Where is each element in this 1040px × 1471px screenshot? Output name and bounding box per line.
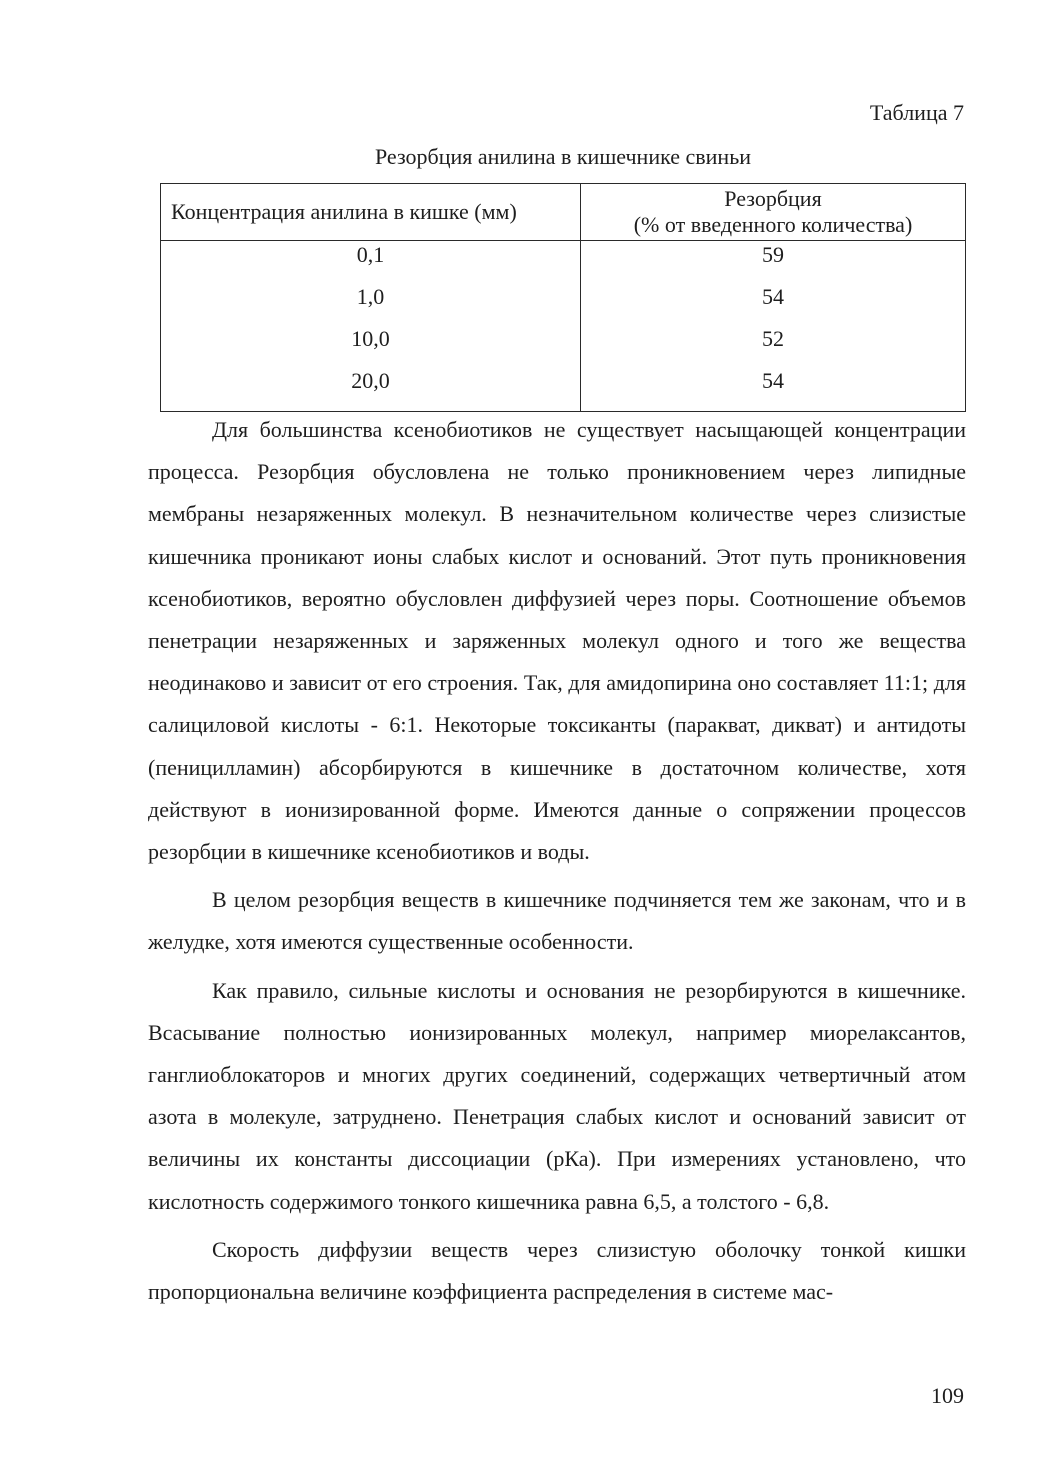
paragraph: Как правило, сильные кислоты и основания не резорбируются в кишечнике. Всасывание полностью ионизированных молекул, например миорелаксантов, ганглиоблокаторов и многих других соединений, содержащих четвертичный атом азота в молекуле, затруднено. Пенетрация слабых кислот и оснований зависит от величины их константы диссоциации (рКа). При измерениях установлено, что кислотность содержимого тонкого кишечника равна 6,5, а толстого - 6,8.	[148, 977, 966, 1214]
cell-resorption: 54	[581, 283, 966, 325]
table-row	[161, 325, 966, 367]
cell-resorption: 52	[581, 325, 966, 367]
cell-concentration: 0,1	[161, 241, 581, 284]
cell-resorption: 59	[581, 241, 966, 284]
paragraph: Для большинства ксенобиотиков не существует насыщающей концентрации процесса. Резорбция обусловлена не только проникновением через липидные мембраны незаряженных молекул. В незначительном количестве через слизистые кишечника проникают ионы слабых кислот и оснований. Этот путь проникновения ксенобиотиков, вероятно обусловлен диффузией через поры. Соотношение объемов пенетрации незаряженных и заряженных молекул одного и того же вещества неодинаково и зависит от его строения. Так, для амидопирина оно составляет 11:1; для салициловой кислоты - 6:1. Некоторые токсиканты (паракват, дикват) и антидоты (пеницилламин) абсорбируются в кишечнике в достаточном количестве, хотя действуют в ионизированной форме. Имеются данные о сопряжении процессов резорбции в кишечнике ксенобиотиков и воды.	[148, 417, 966, 865]
paragraph: Скорость диффузии веществ через слизистую оболочку тонкой кишки пропорциональна величине коэффициента распределения в системе мас-	[148, 1236, 966, 1305]
table-title: Резорбция анилина в кишечнике свиньи	[374, 144, 752, 169]
cell-concentration: 10,0	[161, 325, 581, 367]
cell-concentration: 1,0	[161, 283, 581, 325]
page-number: 109	[931, 1383, 964, 1408]
table-row	[161, 241, 966, 284]
cell-resorption: 54	[581, 367, 966, 412]
table-row	[161, 367, 966, 412]
header-concentration: Концентрация анилина в кишке (мм)	[161, 184, 581, 241]
paragraph: В целом резорбция веществ в кишечнике подчиняется тем же законам, что и в желудке, хотя имеются существенные особенности.	[148, 887, 966, 955]
header-resorption-line1: Резорбция	[724, 186, 822, 211]
body-text	[148, 409, 966, 1319]
header-resorption	[581, 184, 966, 241]
table-number: Таблица 7	[869, 100, 964, 125]
resorption-table	[160, 183, 966, 412]
table-row	[161, 283, 966, 325]
table-header-row	[161, 184, 966, 241]
cell-concentration: 20,0	[161, 367, 581, 412]
header-resorption-line2: (% от введенного количества)	[633, 212, 913, 237]
